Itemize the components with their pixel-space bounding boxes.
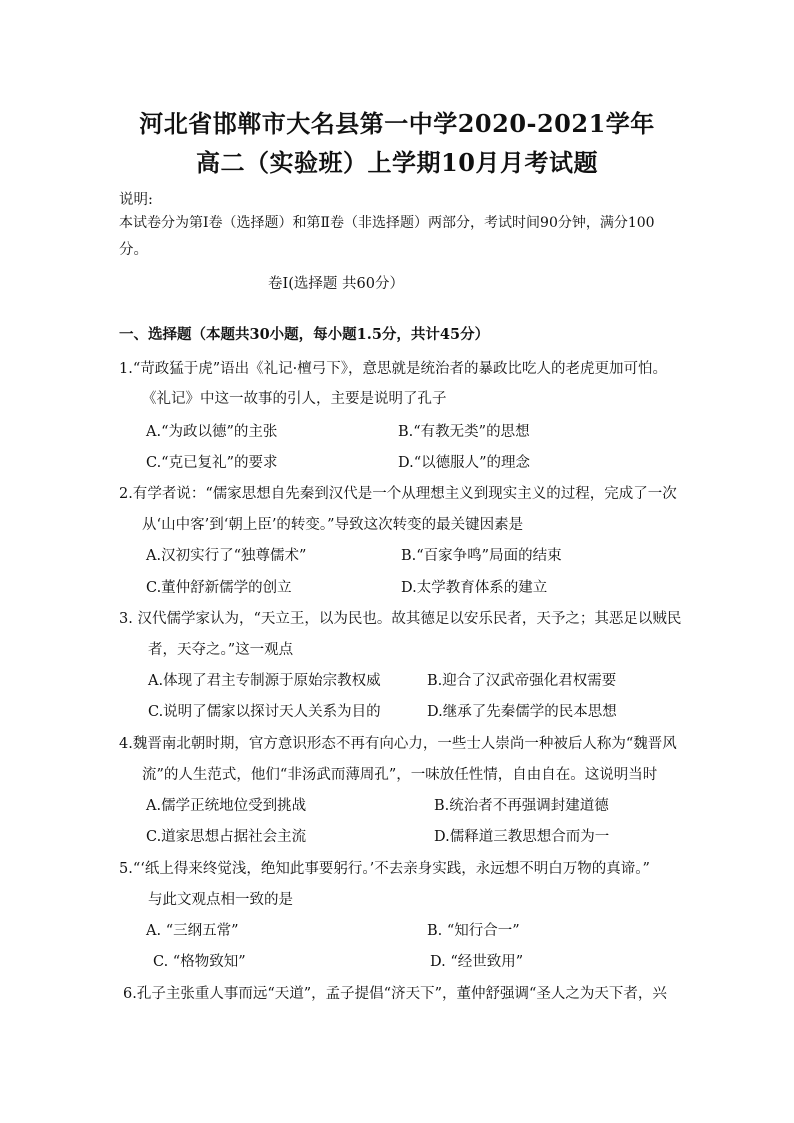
question-4-option-a: A.儒学正统地位受到挑战 — [146, 798, 307, 814]
question-2-option-c: C.董仲舒新儒学的创立 — [146, 580, 292, 596]
question-3-option-b: B.迎合了汉武帝强化君权需要 — [427, 673, 617, 689]
question-2-stem-line1: 2.有学者说：“儒家思想自先秦到汉代是一个从理想主义到现实主义的过程，完成了一次 — [119, 486, 677, 502]
question-4-option-b: B.统治者不再强调封建道德 — [434, 798, 609, 814]
question-1-option-a: A.“为政以德”的主张 — [146, 424, 278, 440]
exam-title-line2: 高二（实验班）上学期10月月考试题 — [196, 148, 598, 177]
question-5-option-a: A. “三纲五常” — [146, 923, 239, 939]
question-1-option-d: D.“以德服人”的理念 — [398, 455, 531, 471]
question-6-stem-line1: 6.孔子主张重人事而远“天道”，孟子提倡“济天下”，董仲舒强调“圣人之为天下者，兴 — [123, 986, 667, 1002]
question-5-option-b: B. “知行合一” — [427, 923, 520, 939]
question-1-stem-line1: 1.“苛政猛于虎”语出《礼记·檀弓下》，意思就是统治者的暴政比吃人的老虎更加可怕。 — [119, 361, 668, 377]
question-3-stem-line1: 3. 汉代儒学家认为，“天立王，以为民也。故其德足以安乐民者，天予之；其恶足以贼民 — [119, 611, 682, 627]
question-3-stem-line2: 者，天夺之。”这一观点 — [148, 642, 294, 658]
question-5-option-c: C. “格物致知” — [153, 954, 246, 970]
question-3-option-a: A.体现了君主专制源于原始宗教权威 — [148, 673, 381, 689]
question-2-stem-line2: 从‘山中客’到‘朝上臣’的转变。”导致这次转变的最关键因素是 — [142, 517, 524, 533]
section1-heading: 一、选择题（本题共30小题，每小题1.5分，共计45分） — [119, 326, 490, 343]
exam-title-line1: 河北省邯郸市大名县第一中学2020-2021学年 — [139, 109, 655, 138]
note-text-line2: 分。 — [119, 242, 148, 258]
question-2-option-d: D.太学教育体系的建立 — [401, 580, 548, 596]
question-3-option-c: C.说明了儒家以探讨天人关系为目的 — [148, 704, 381, 720]
question-3-option-d: D.继承了先秦儒学的民本思想 — [427, 704, 617, 720]
question-1-option-b: B.“有教无类”的思想 — [398, 424, 530, 440]
question-5-option-d: D. “经世致用” — [430, 954, 524, 970]
question-5-stem-line2: 与此文观点相一致的是 — [148, 892, 293, 908]
question-5-stem-line1: 5.“‘纸上得来终觉浅，绝知此事要躬行。’不去亲身实践，永远想不明白万物的真谛。” — [119, 861, 650, 877]
question-2-option-b: B.“百家争鸣”局面的结束 — [401, 548, 562, 564]
question-2-option-a: A.汉初实行了“独尊儒术” — [146, 548, 307, 564]
part1-heading: 卷Ⅰ(选择题 共60分） — [268, 276, 404, 292]
note-text-line1: 本试卷分为第Ⅰ卷（选择题）和第Ⅱ卷（非选择题）两部分，考试时间90分钟，满分100 — [119, 215, 655, 231]
question-4-option-d: D.儒释道三教思想合而为一 — [434, 829, 610, 845]
question-4-stem-line1: 4.魏晋南北朝时期，官方意识形态不再有向心力，一些士人崇尚一种被后人称为“魏晋风 — [119, 736, 677, 752]
question-1-stem-line2: 《礼记》中这一故事的引人，主要是说明了孔子 — [142, 391, 447, 407]
question-4-option-c: C.道家思想占据社会主流 — [146, 829, 307, 845]
question-1-option-c: C.“克已复礼”的要求 — [146, 455, 278, 471]
question-4-stem-line2: 流”的人生范式，他们“非汤武而薄周孔”，一味放任性情，自由自在。这说明当时 — [142, 767, 658, 783]
note-label: 说明: — [119, 192, 153, 208]
